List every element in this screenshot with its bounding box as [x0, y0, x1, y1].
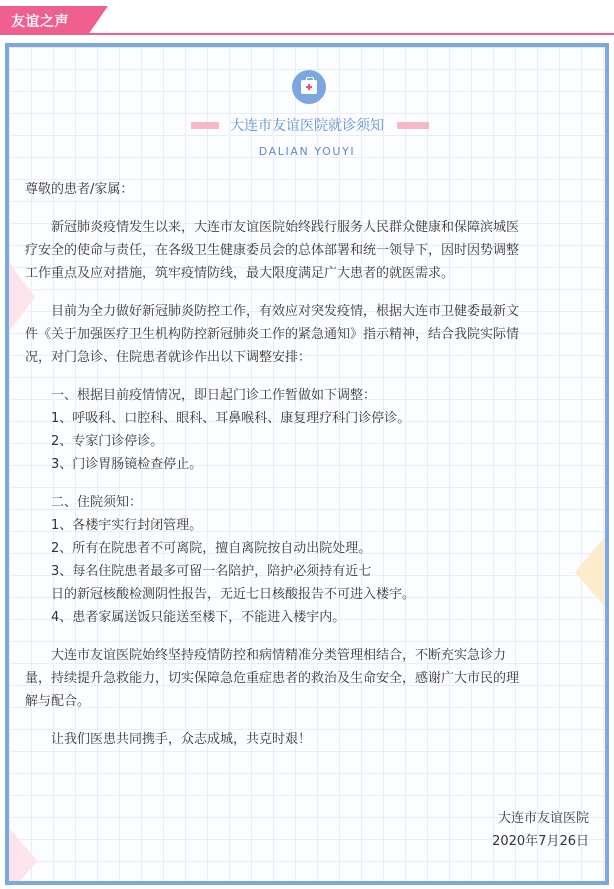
date: 2020年7月26日: [492, 834, 589, 849]
list-item: 3、门诊胃肠镜检查停止。: [51, 457, 203, 472]
signature: 大连市友谊医院: [497, 811, 589, 826]
paragraph-line: 新冠肺炎疫情发生以来，大连市友谊医院始终践行服务人民群众健康和保障滨城医: [51, 220, 520, 235]
title-bar-right: [397, 122, 429, 129]
list-item: 1、呼吸科、口腔科、眼科、耳鼻喉科、康复理疗科门诊停诊。: [51, 411, 411, 426]
list-item: 2、所有在院患者不可离院，擅自离院按自动出院处理。: [51, 541, 372, 556]
list-item: 日的新冠核酸检测阴性报告，无近七日核酸报告不可进入楼宇。: [51, 587, 416, 602]
section-tag-label: 友谊之声: [11, 14, 69, 30]
notice-title: 大连市友谊医院就诊须知: [230, 118, 384, 134]
paragraph-line: 目前为全力做好新冠肺炎防控工作，有效应对突发疫情，根据大连市卫健委最新文: [51, 304, 520, 319]
notice-frame: [5, 43, 609, 885]
salutation: 尊敬的患者/家属：: [25, 182, 134, 197]
list-item: 1、各楼宇实行封闭管理。: [51, 518, 203, 533]
list-item: 4、患者家属送饭只能送至楼下，不能进入楼宇内。: [51, 610, 346, 625]
paragraph-line: 件《关于加强医疗卫生机构防控新冠肺炎工作的紧急通知》指示精神，结合我院实际情: [25, 327, 520, 342]
list-item: 2、专家门诊停诊。: [51, 434, 164, 449]
section-heading: 二、住院须知：: [51, 495, 143, 510]
section-heading: 一、根据目前疫情情况，即日起门诊工作暂做如下调整：: [51, 388, 377, 403]
header-band: [0, 0, 614, 36]
title-bar-left: [191, 122, 219, 129]
paragraph-line: 工作重点及应对措施，筑牢疫情防线，最大限度满足广大患者的就医需求。: [25, 266, 455, 281]
closing-line: 让我们医患共同携手，众志成城，共克时艰！: [51, 732, 312, 747]
paragraph-line: 量，持续提升急救能力，切实保障急危重症患者的救治及生命安全，感谢广大市民的理: [25, 671, 520, 686]
notice-subtitle: DALIAN YOUYI: [258, 145, 356, 158]
paragraph-line: 大连市友谊医院始终坚持疫情防控和病情精准分类管理相结合，不断充实急诊力: [51, 648, 507, 663]
title-row: [9, 115, 605, 137]
paragraph-line: 疗安全的使命与责任，在各级卫生健康委员会的总体部署和统一领导下，因时因势调整: [25, 243, 520, 258]
paragraph-line: 解与配合。: [25, 694, 91, 709]
paragraph-line: 况，对门急诊、住院患者就诊作出以下调整安排：: [25, 350, 312, 365]
medical-kit-icon: [292, 70, 326, 104]
notice-body: [25, 178, 593, 853]
header-divider: [0, 33, 614, 35]
list-item: 3、每名住院患者最多可留一名陪护，陪护必须持有近七: [51, 564, 372, 579]
